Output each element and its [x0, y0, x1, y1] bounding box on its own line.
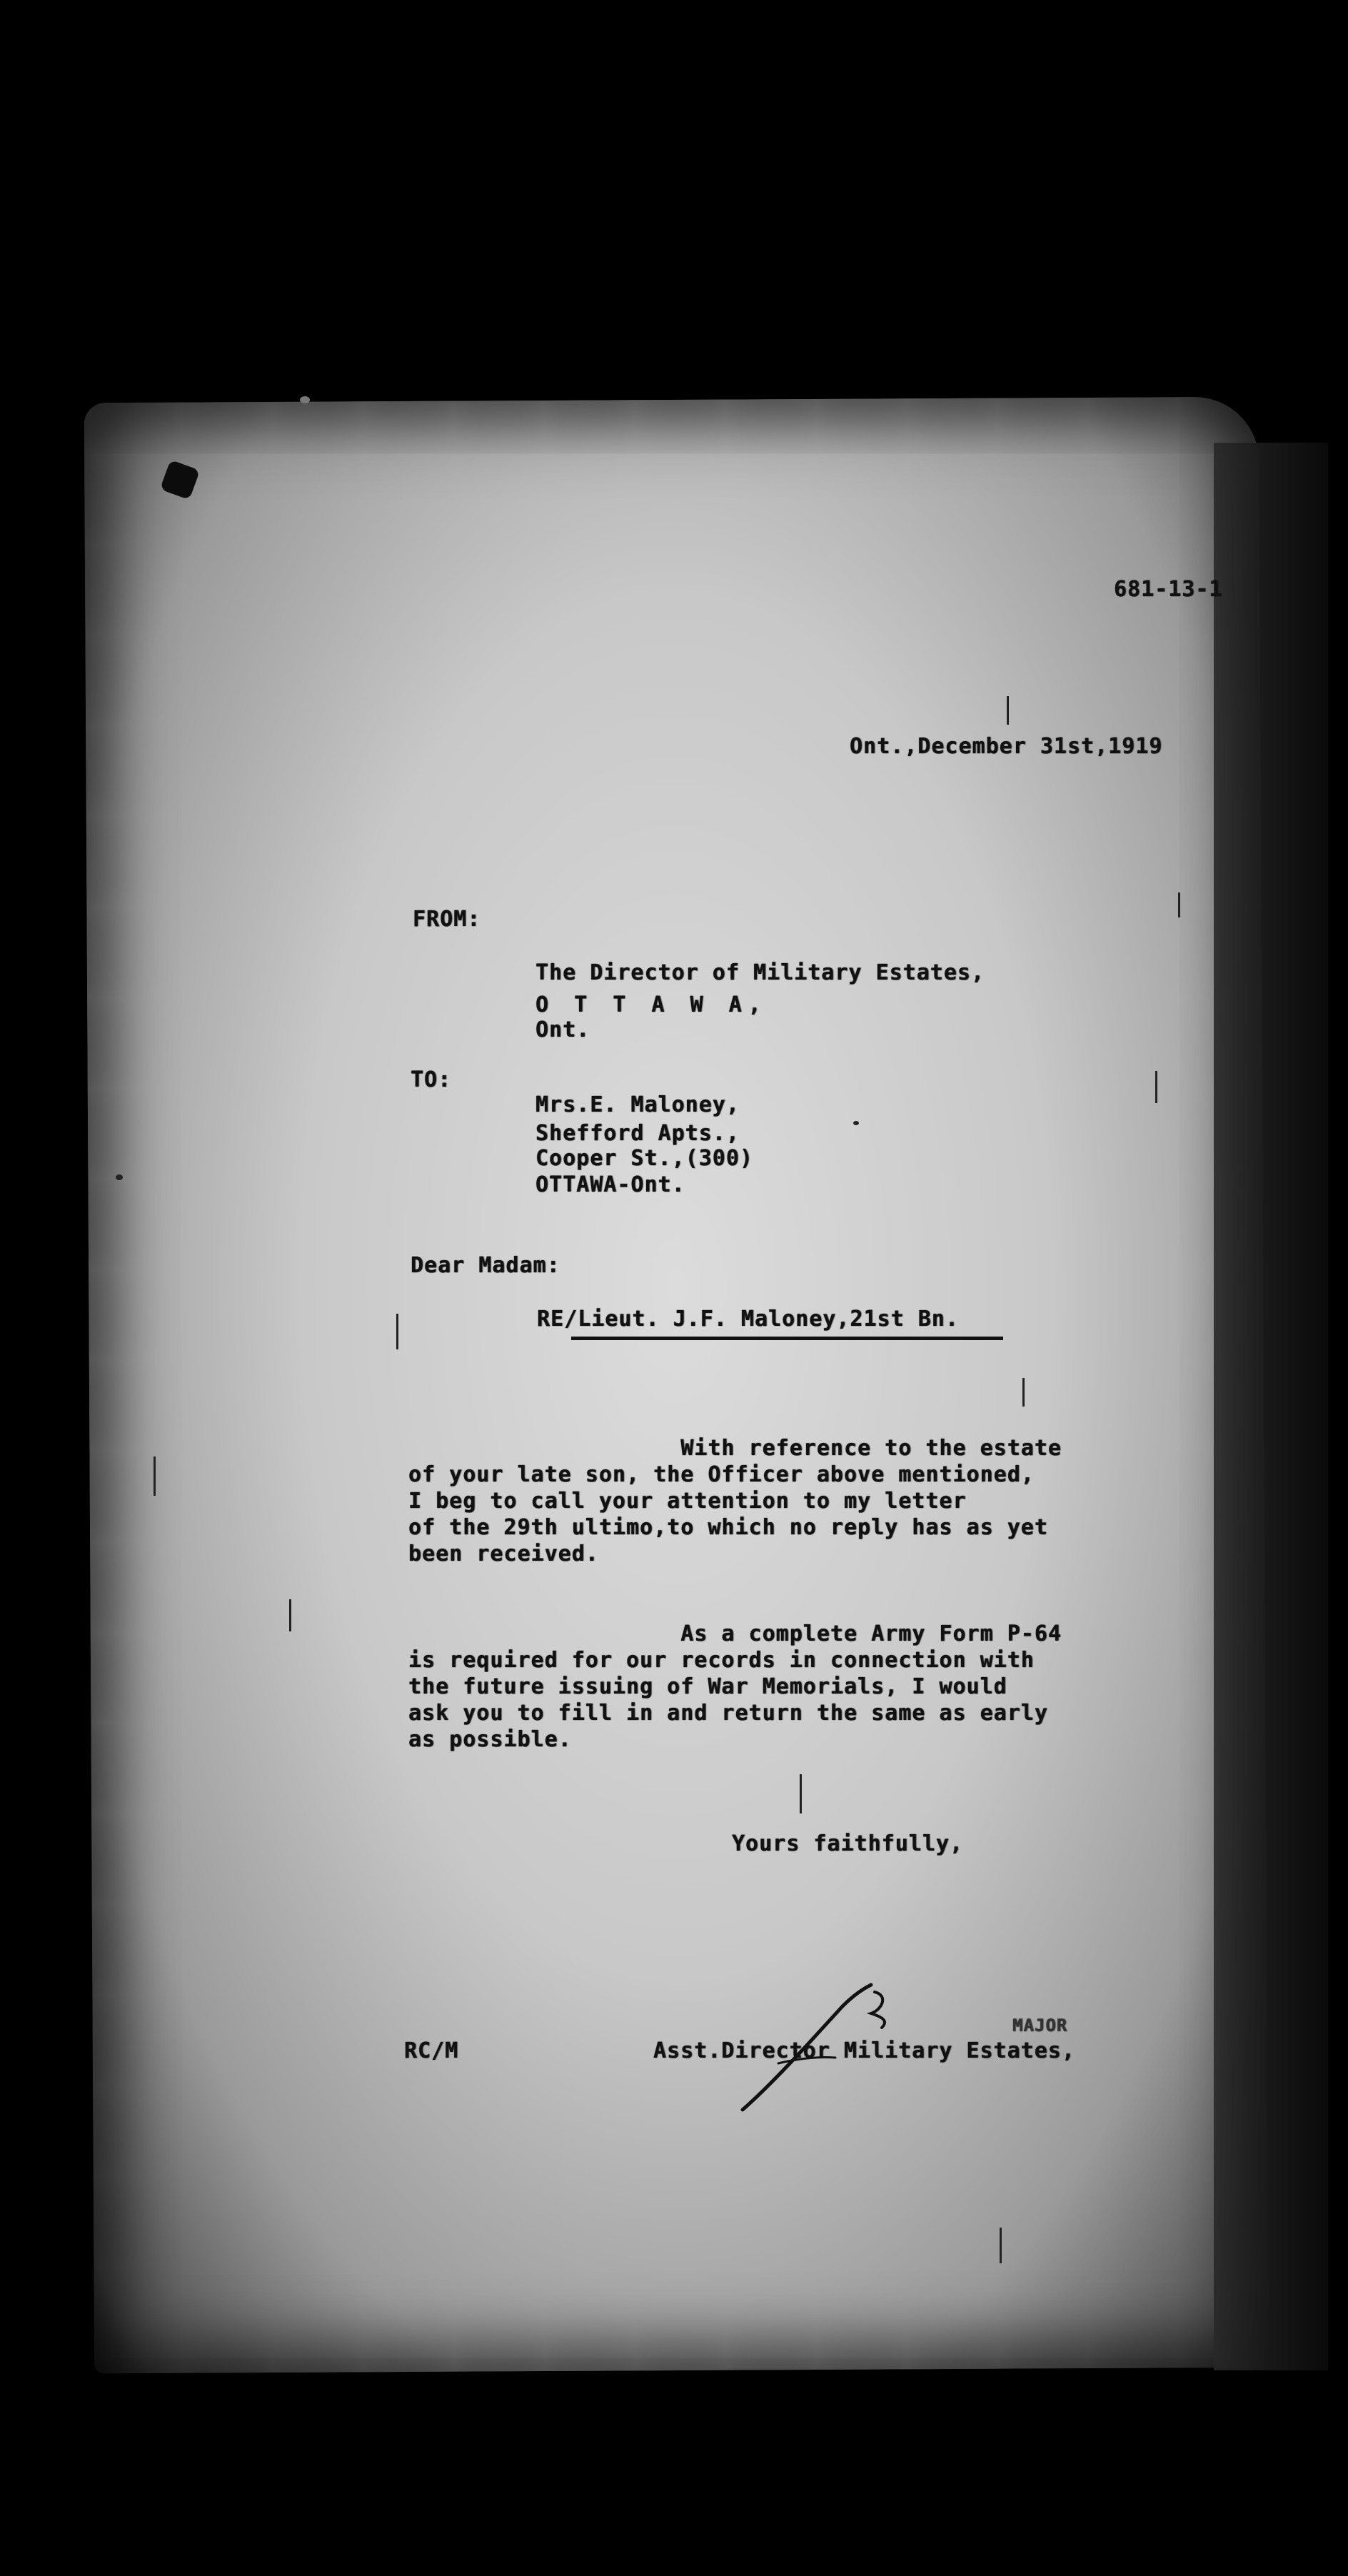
- signer-title: Asst.Director Military Estates,: [653, 2038, 1075, 2063]
- body-line: the future issuing of War Memorials, I would: [408, 1674, 1007, 1699]
- page-edge-shadow: [1214, 443, 1328, 2370]
- body-line: been received.: [408, 1541, 599, 1566]
- body-line: is required for our records in connection with: [408, 1648, 1035, 1673]
- from-label: FROM:: [413, 907, 481, 932]
- body-paragraph-2: [408, 1621, 1062, 1753]
- from-line: O T T A W A,: [535, 992, 768, 1017]
- body-line: of the 29th ultimo,to which no reply has as yet: [408, 1515, 1048, 1540]
- subject-text: Lieut. J.F. Maloney,21st Bn.: [578, 1307, 959, 1332]
- body-line: I beg to call your attention to my letter: [408, 1489, 967, 1514]
- typist-initials: RC/M: [404, 2038, 459, 2063]
- scan-mark: [1178, 892, 1180, 917]
- body-paragraph-1: [408, 1435, 1062, 1567]
- subject-prefix: RE/: [537, 1307, 578, 1332]
- scan-mark: [300, 396, 310, 403]
- scan-mark: [116, 1174, 123, 1180]
- scan-mark: [1000, 2228, 1002, 2263]
- scan-mark: [800, 1774, 802, 1813]
- from-line: Ont.: [535, 1017, 590, 1042]
- scan-mark: [1155, 1071, 1157, 1103]
- handwritten-signature: [728, 1978, 914, 2120]
- body-line: ask you to fill in and return the same as early: [408, 1701, 1048, 1726]
- subject-line: [537, 1307, 959, 1332]
- to-line: Mrs.E. Maloney,: [535, 1092, 740, 1117]
- document-page: [84, 397, 1269, 2374]
- scan-mark: [154, 1456, 156, 1496]
- body-line: With reference to the estate: [408, 1436, 1062, 1461]
- to-line: Cooper St.,(300): [535, 1146, 753, 1171]
- scan-mark: [1007, 696, 1009, 725]
- body-line: as possible.: [408, 1727, 572, 1752]
- body-line: As a complete Army Form P-64: [408, 1621, 1062, 1646]
- subject-underline: [571, 1337, 1003, 1340]
- to-line: OTTAWA-Ont.: [535, 1172, 685, 1197]
- closing: Yours faithfully,: [732, 1831, 964, 1856]
- to-line: Shefford Apts.,: [535, 1121, 740, 1146]
- to-label: TO:: [411, 1067, 452, 1092]
- scan-mark: [289, 1599, 291, 1631]
- file-reference: 681-13-1: [1114, 577, 1223, 602]
- scan-mark: [853, 1121, 859, 1125]
- scan-mark: [396, 1314, 398, 1349]
- scan-mark: [1022, 1378, 1025, 1407]
- letter-date: Ont.,December 31st,1919: [850, 734, 1163, 759]
- signer-rank: MAJOR: [1012, 2016, 1068, 2036]
- body-line: of your late son, the Officer above mentioned,: [408, 1462, 1035, 1487]
- from-line: The Director of Military Estates,: [535, 960, 985, 985]
- salutation: Dear Madam:: [411, 1253, 560, 1278]
